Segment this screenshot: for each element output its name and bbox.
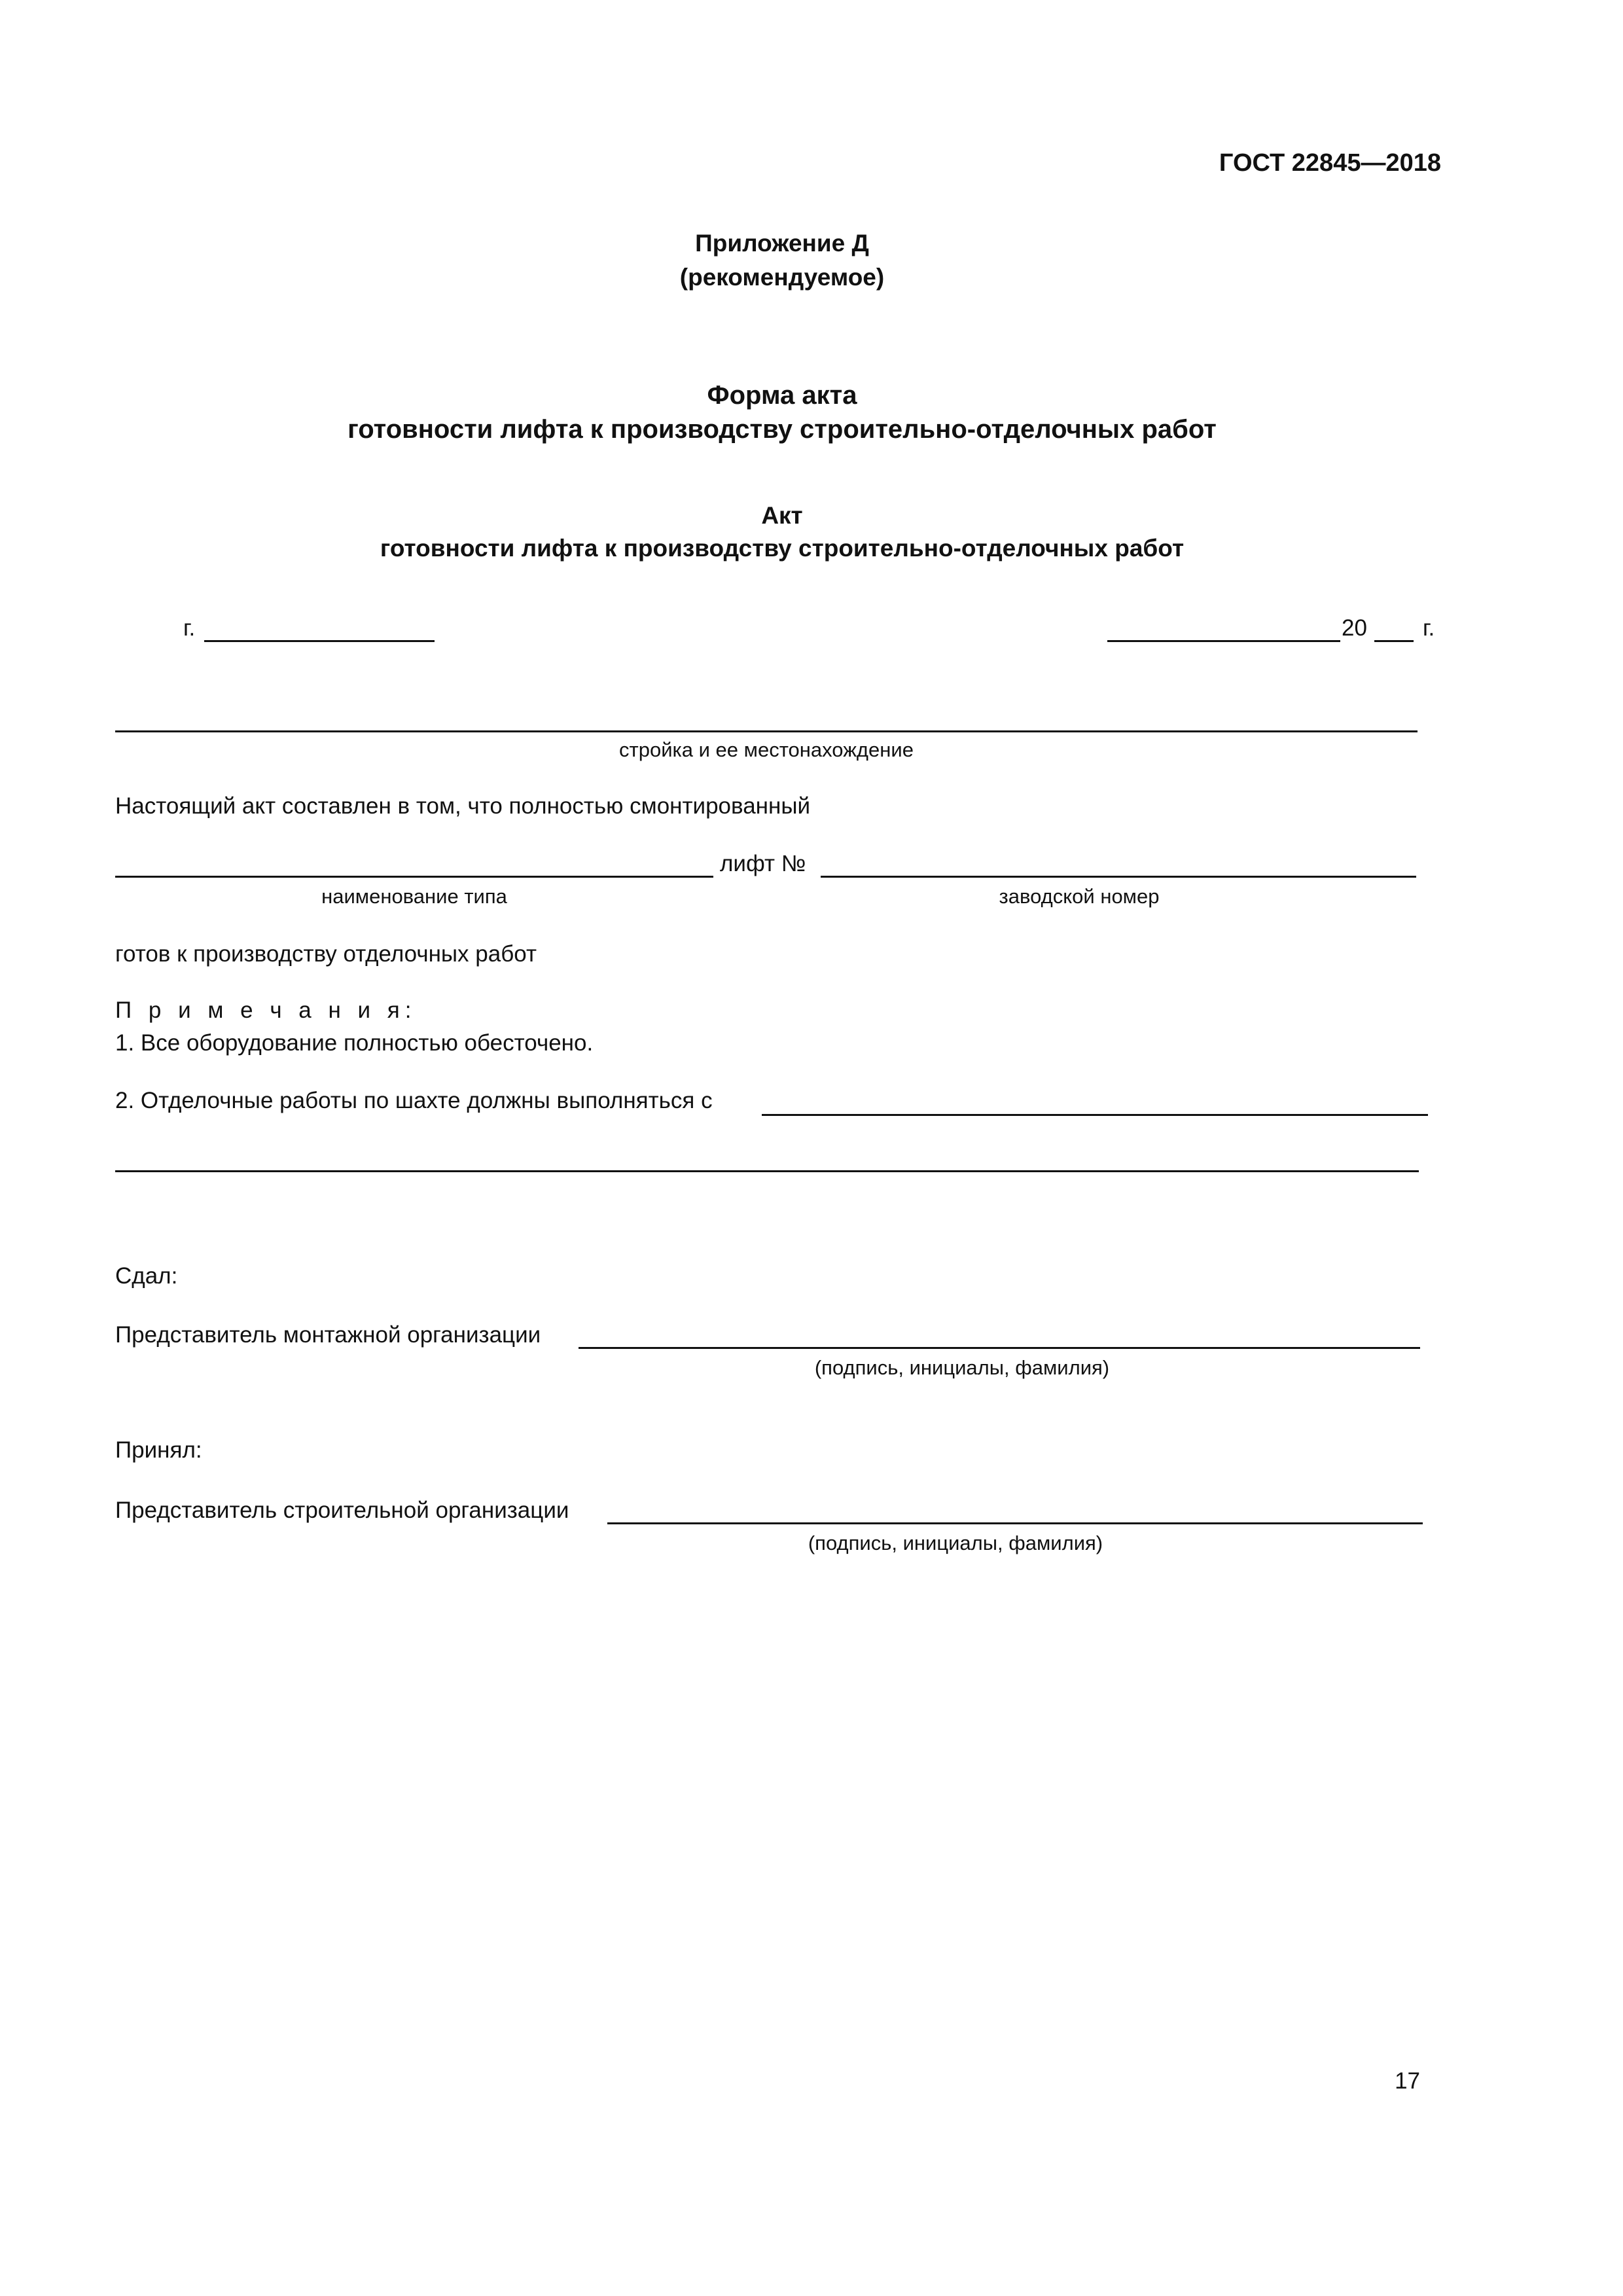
- year-suffix: г.: [1423, 615, 1435, 641]
- form-title-line2: готовности лифта к производству строительно-отделочных работ: [348, 415, 1217, 444]
- act-title-line1: Акт: [761, 502, 803, 529]
- note-1: 1. Все оборудование полностью обесточено.: [115, 1030, 594, 1056]
- year-prefix: 20: [1342, 615, 1367, 641]
- city-prefix: г.: [183, 615, 196, 641]
- acceptance-label: Принял:: [115, 1437, 202, 1463]
- city-field-line[interactable]: [204, 640, 435, 642]
- notes-heading: П р и м е ч а н и я:: [115, 997, 417, 1023]
- standard-number: ГОСТ 22845—2018: [1219, 149, 1441, 177]
- lift-type-field-line[interactable]: [115, 876, 713, 878]
- works-extra-field-line[interactable]: [115, 1170, 1419, 1172]
- statement-intro: Настоящий акт составлен в том, что полностью смонтированный: [115, 793, 811, 819]
- date-field-line[interactable]: [1107, 640, 1340, 642]
- handover-caption: (подпись, инициалы, фамилия): [814, 1356, 1110, 1379]
- form-title-line1: Форма акта: [707, 381, 857, 410]
- year-field-line[interactable]: [1374, 640, 1414, 642]
- handover-label: Сдал:: [115, 1263, 178, 1289]
- statement-conclusion: готов к производству отделочных работ: [115, 941, 537, 967]
- annex-status: (рекомендуемое): [679, 264, 885, 291]
- type-caption: наименование типа: [321, 885, 507, 908]
- annex-title: Приложение Д: [695, 230, 869, 257]
- handover-signature-line[interactable]: [579, 1347, 1420, 1349]
- act-title-line2: готовности лифта к производству строительно-отделочных работ: [380, 535, 1185, 562]
- handover-representative: Представитель монтажной организации: [115, 1322, 541, 1348]
- serial-number-field-line[interactable]: [821, 876, 1416, 878]
- works-start-field-line[interactable]: [762, 1114, 1428, 1116]
- lift-number-label: лифт №: [720, 851, 806, 876]
- acceptance-representative: Представитель строительной организации: [115, 1498, 569, 1523]
- page-number: 17: [1395, 2068, 1420, 2094]
- acceptance-signature-line[interactable]: [607, 1522, 1423, 1524]
- note-2: 2. Отделочные работы по шахте должны выполняться с: [115, 1088, 713, 1113]
- site-field-line[interactable]: [115, 730, 1418, 732]
- site-caption: стройка и ее местонахождение: [619, 738, 914, 761]
- acceptance-caption: (подпись, инициалы, фамилия): [808, 1532, 1103, 1554]
- serial-caption: заводской номер: [999, 885, 1160, 908]
